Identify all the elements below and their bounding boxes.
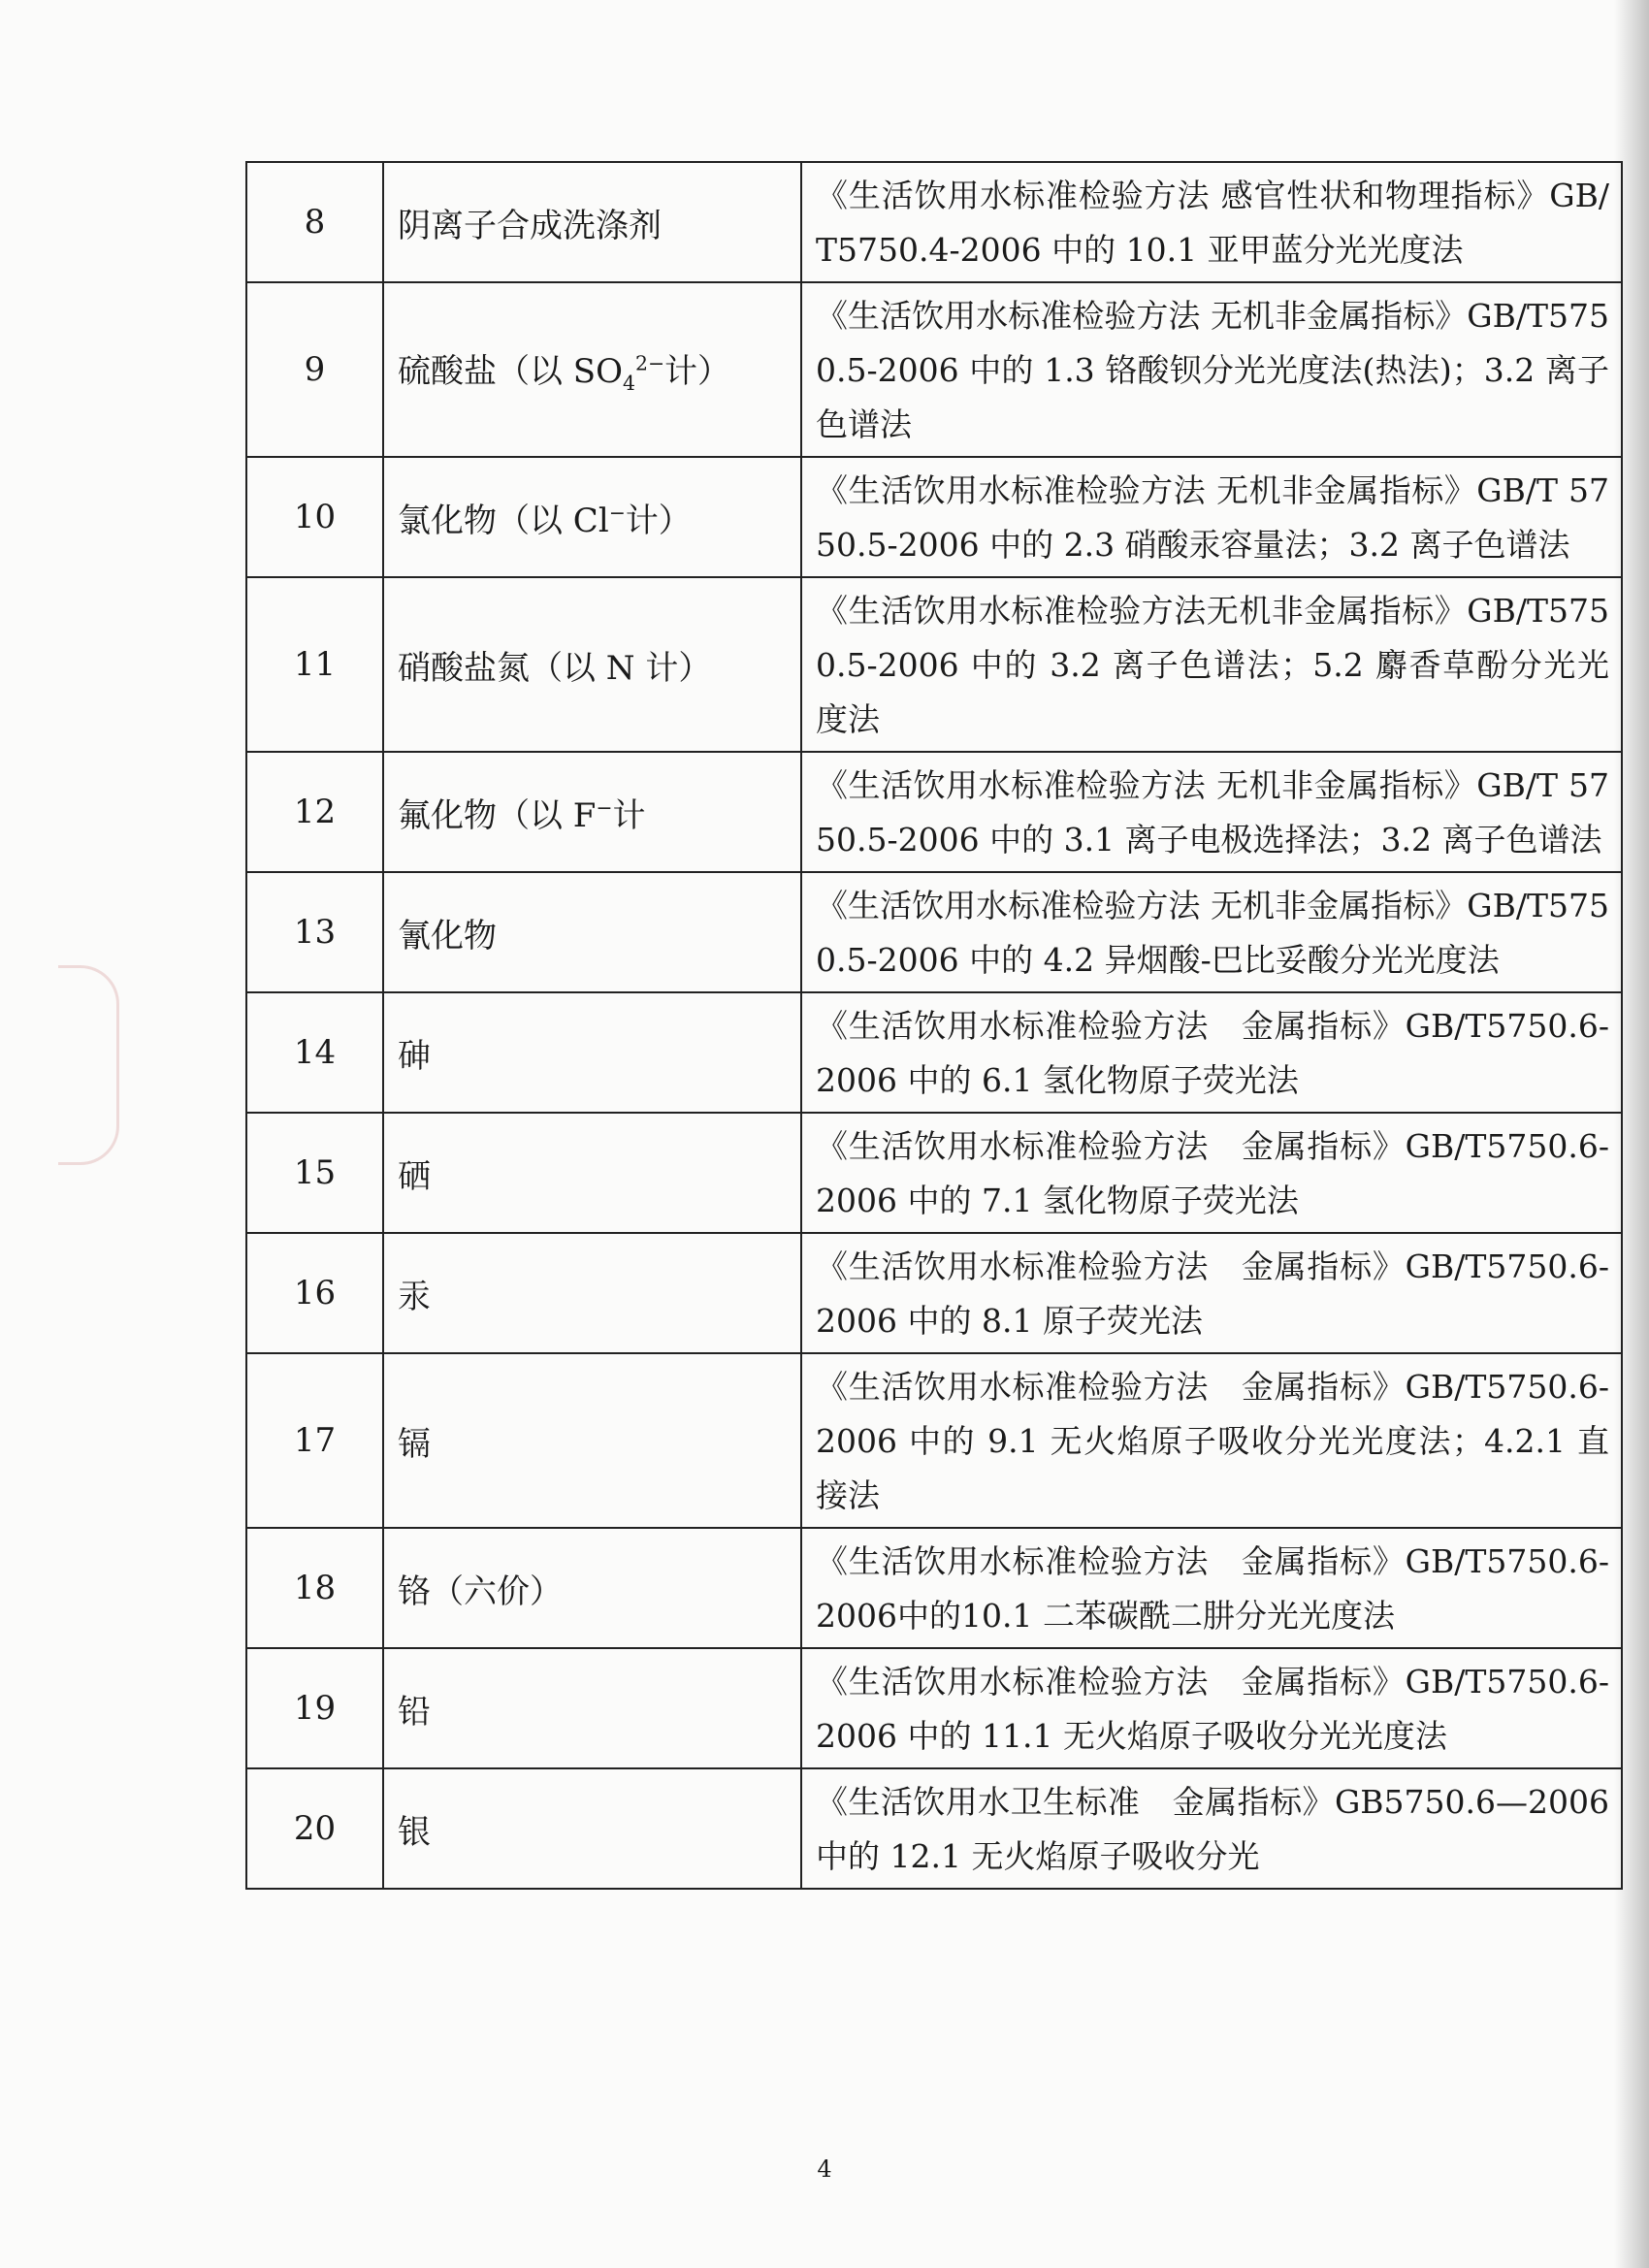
subscript: 4	[622, 371, 635, 395]
test-item: 阴离子合成洗涤剂	[383, 162, 801, 282]
row-number: 8	[246, 162, 383, 282]
test-methods-table	[245, 161, 1623, 1890]
row-number: 14	[246, 992, 383, 1113]
test-method: 《生活饮用水标准检验方法 无机非金属指标》GB/T 5750.5-2006 中的 2.3 硝酸汞容量法；3.2 离子色谱法	[801, 457, 1622, 577]
row-number: 10	[246, 457, 383, 577]
test-item: 汞	[383, 1233, 801, 1353]
table-row	[246, 1113, 1622, 1233]
test-item-text: 氯化物（以 Cl	[398, 501, 609, 540]
test-item: 硒	[383, 1113, 801, 1233]
test-method: 《生活饮用水标准检验方法 金属指标》GB/T5750.6-2006 中的 9.1 无火焰原子吸收分光光度法；4.2.1 直接法	[801, 1353, 1622, 1528]
test-item-text-end: 计）	[625, 501, 692, 540]
row-number: 16	[246, 1233, 383, 1353]
table-row	[246, 282, 1622, 457]
row-number: 13	[246, 872, 383, 992]
test-method: 《生活饮用水标准检验方法 金属指标》GB/T5750.6-2006中的10.1 二苯碳酰二肼分光光度法	[801, 1528, 1622, 1648]
table-row	[246, 1648, 1622, 1768]
row-number: 15	[246, 1113, 383, 1233]
table-row	[246, 577, 1622, 752]
test-method: 《生活饮用水标准检验方法 无机非金属指标》GB/T5750.5-2006 中的 4.2 异烟酸-巴比妥酸分光光度法	[801, 872, 1622, 992]
table-row	[246, 457, 1622, 577]
table-row	[246, 162, 1622, 282]
test-item	[383, 282, 801, 457]
table-row	[246, 992, 1622, 1113]
row-number: 11	[246, 577, 383, 752]
test-item	[383, 752, 801, 872]
superscript: 2−	[634, 351, 665, 375]
row-number: 20	[246, 1768, 383, 1889]
row-number: 9	[246, 282, 383, 457]
row-number: 12	[246, 752, 383, 872]
test-method: 《生活饮用水标准检验方法 金属指标》GB/T5750.6-2006 中的 6.1 氢化物原子荧光法	[801, 992, 1622, 1113]
row-number: 17	[246, 1353, 383, 1528]
table-row	[246, 752, 1622, 872]
table-row	[246, 1768, 1622, 1889]
table-row	[246, 1528, 1622, 1648]
superscript: −	[608, 501, 626, 525]
test-item: 镉	[383, 1353, 801, 1528]
table-row	[246, 1233, 1622, 1353]
test-item: 氰化物	[383, 872, 801, 992]
page-number: 4	[817, 2155, 832, 2183]
test-item: 铅	[383, 1648, 801, 1768]
test-method: 《生活饮用水标准检验方法 金属指标》GB/T5750.6-2006 中的 11.1 无火焰原子吸收分光光度法	[801, 1648, 1622, 1768]
test-method: 《生活饮用水标准检验方法无机非金属指标》GB/T5750.5-2006 中的 3.2 离子色谱法；5.2 麝香草酚分光光度法	[801, 577, 1622, 752]
test-item-text: 硫酸盐（以 SO	[398, 352, 623, 392]
test-method: 《生活饮用水标准检验方法 无机非金属指标》GB/T5750.5-2006 中的 1.3 铬酸钡分光光度法(热法)；3.2 离子色谱法	[801, 282, 1622, 457]
superscript: −	[596, 795, 613, 820]
row-number: 18	[246, 1528, 383, 1648]
test-item: 铬（六价）	[383, 1528, 801, 1648]
table-row	[246, 872, 1622, 992]
test-item: 银	[383, 1768, 801, 1889]
test-method: 《生活饮用水标准检验方法 无机非金属指标》GB/T 5750.5-2006 中的 3.1 离子电极选择法；3.2 离子色谱法	[801, 752, 1622, 872]
test-item-text: 氟化物（以 F	[398, 795, 597, 835]
table-row	[246, 1353, 1622, 1528]
test-method: 《生活饮用水卫生标准 金属指标》GB5750.6—2006 中的 12.1 无火焰原子吸收分光	[801, 1768, 1622, 1889]
test-item-text-end: 计	[612, 795, 646, 835]
test-item: 硝酸盐氮（以 N 计）	[383, 577, 801, 752]
test-method: 《生活饮用水标准检验方法 金属指标》GB/T5750.6-2006 中的 7.1 氢化物原子荧光法	[801, 1113, 1622, 1233]
test-item	[383, 457, 801, 577]
test-item-text-end: 计）	[664, 352, 731, 392]
test-item: 砷	[383, 992, 801, 1113]
test-method: 《生活饮用水标准检验方法 金属指标》GB/T5750.6-2006 中的 8.1 原子荧光法	[801, 1233, 1622, 1353]
faded-stamp-mark	[58, 965, 119, 1165]
test-method: 《生活饮用水标准检验方法 感官性状和物理指标》GB/T5750.4-2006 中的 10.1 亚甲蓝分光光度法	[801, 162, 1622, 282]
row-number: 19	[246, 1648, 383, 1768]
